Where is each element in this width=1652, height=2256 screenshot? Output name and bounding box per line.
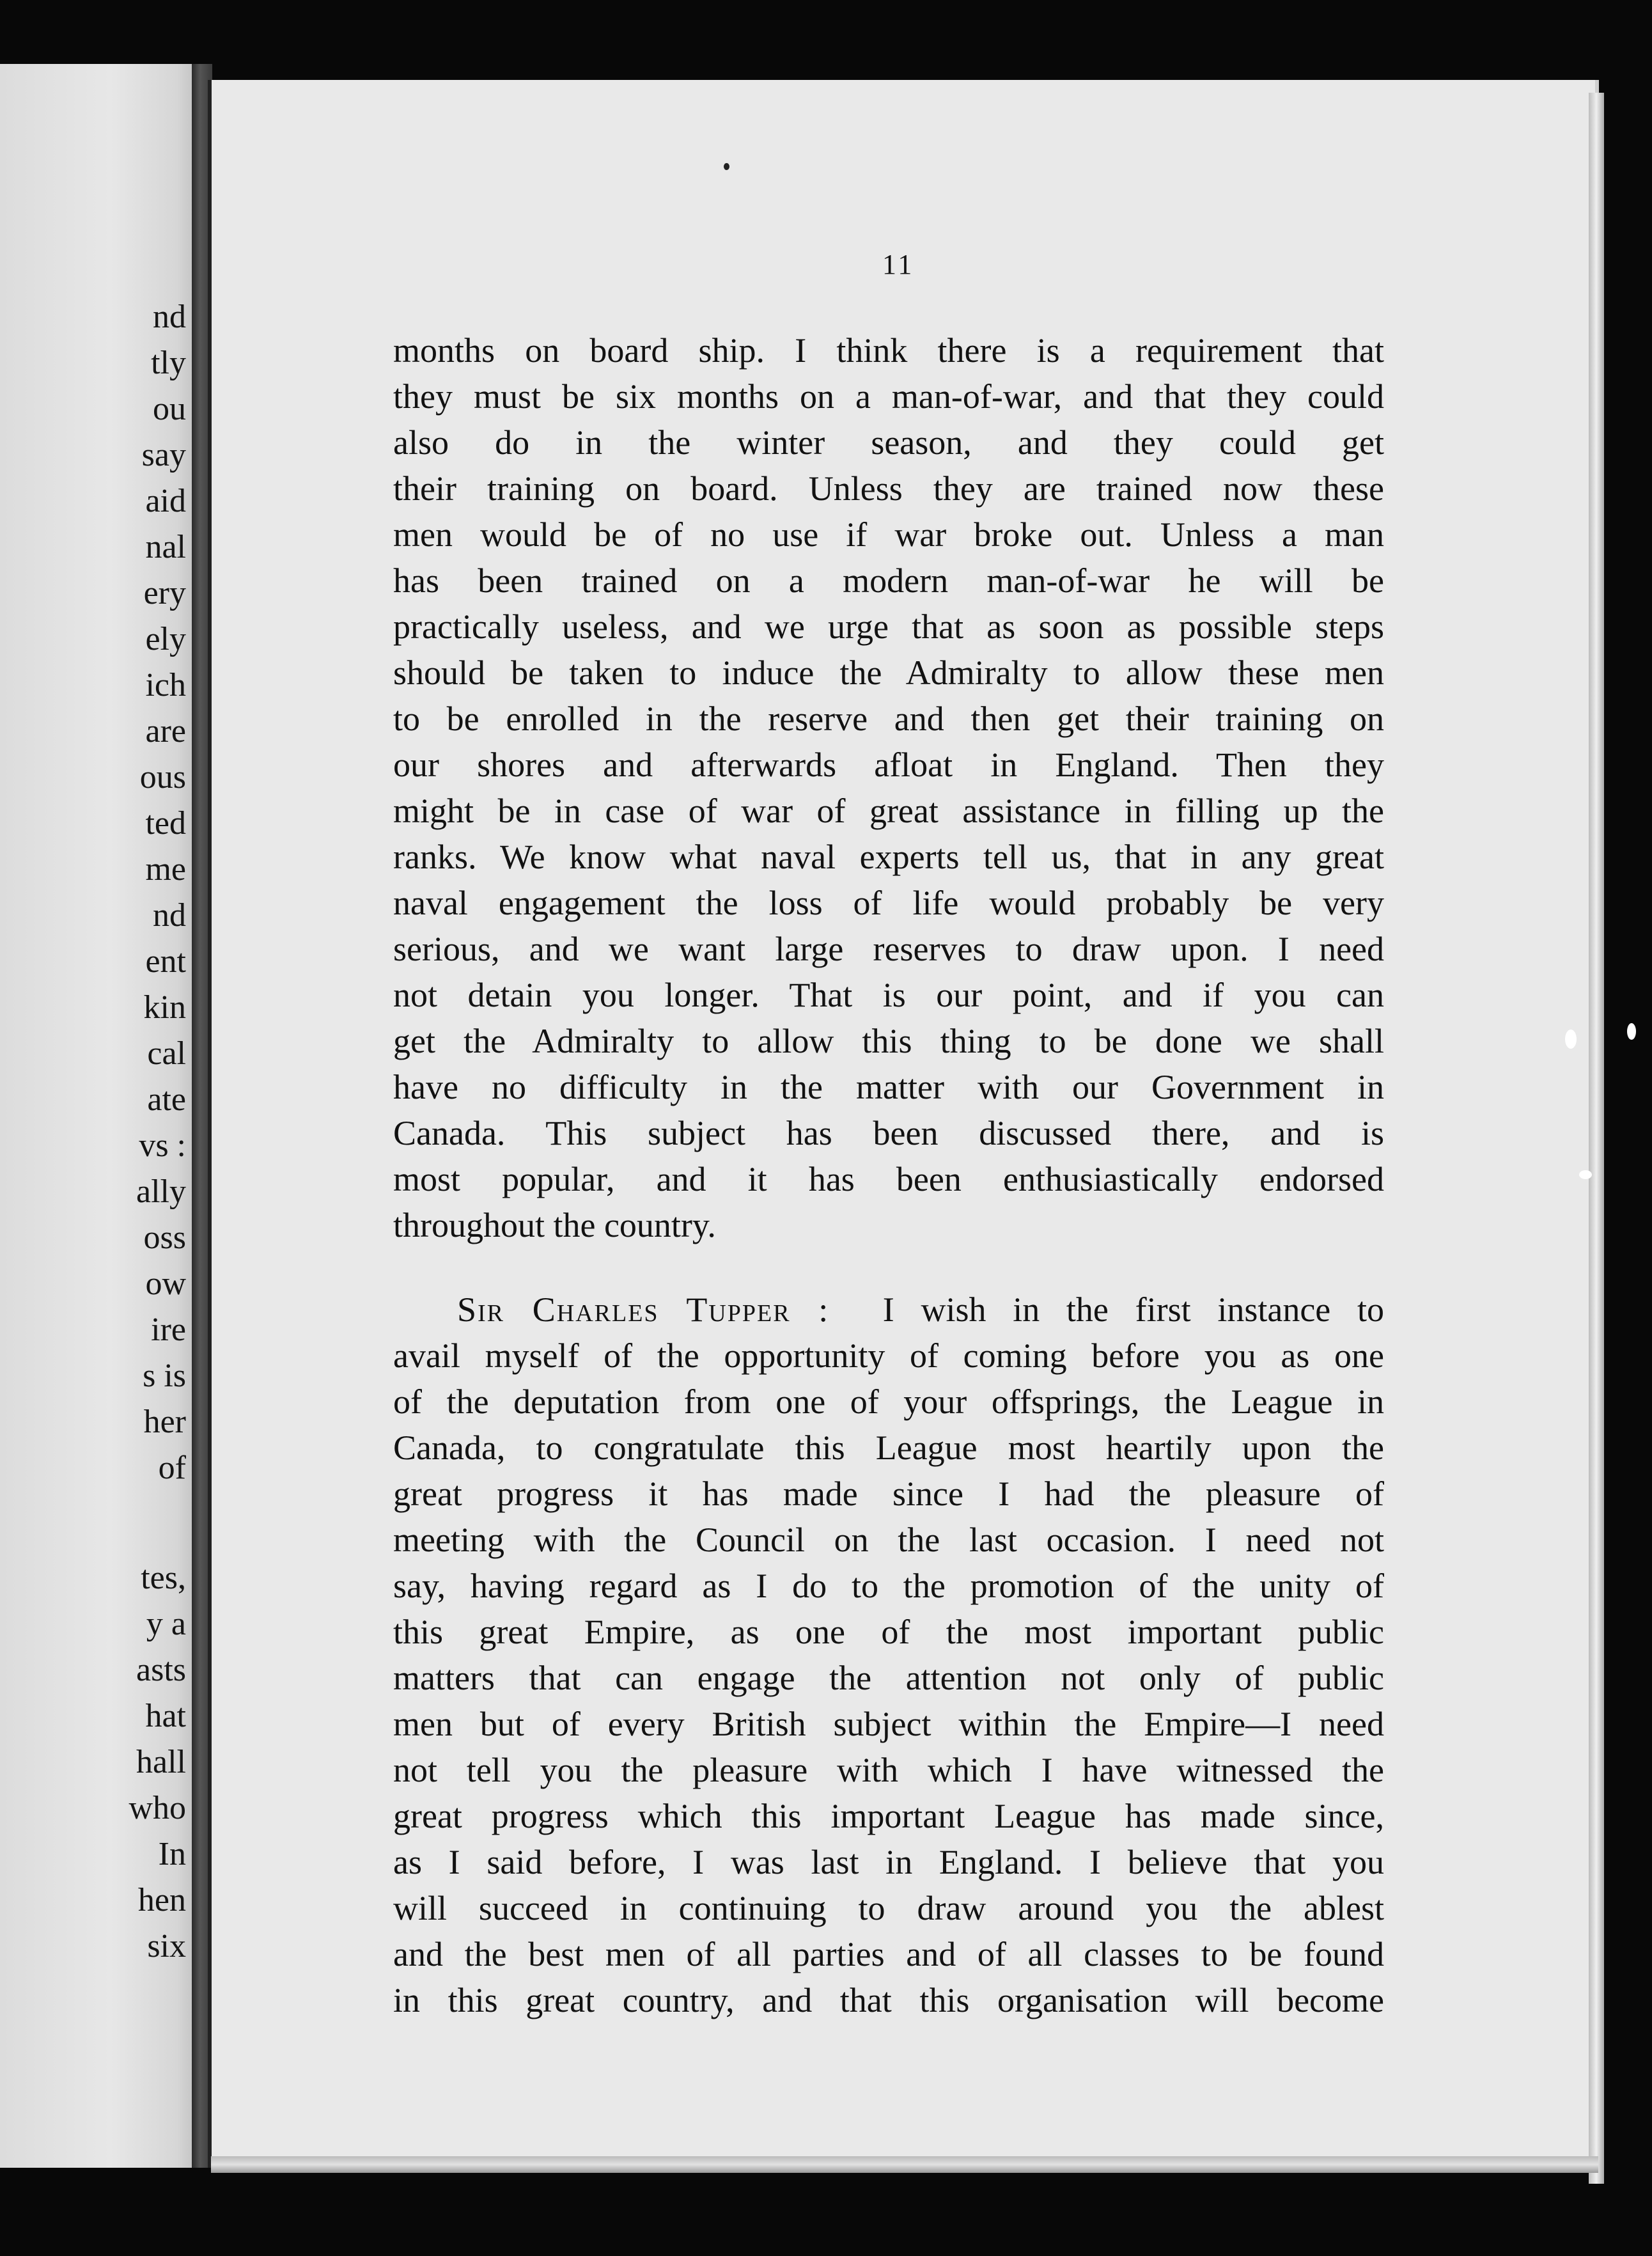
left-page-fragment: ted: [145, 805, 186, 842]
left-page-fragment: ich: [145, 667, 186, 703]
left-page-fragment: ally: [136, 1173, 186, 1210]
scan-speck: [1565, 1030, 1577, 1049]
left-page-fragment: cal: [147, 1035, 186, 1072]
left-page-fragment: ery: [143, 575, 186, 611]
left-page-fragment: ow: [145, 1265, 186, 1302]
text-line: men would be of no use if war broke out. Unless a man: [393, 515, 1384, 554]
left-page-fragment: ate: [147, 1081, 186, 1118]
text-line: avail myself of the opportunity of coming before you as one: [393, 1336, 1384, 1375]
page-edge-bottom: [211, 2156, 1598, 2173]
text-line: our shores and afterwards afloat in England. Then they: [393, 746, 1384, 784]
left-page-fragment: oss: [143, 1219, 186, 1256]
text-line: practically useless, and we urge that as soon as possible steps: [393, 607, 1384, 646]
left-page-fragment: nal: [145, 529, 186, 565]
text-line: to be enrolled in the reserve and then get their training on: [393, 700, 1384, 738]
left-page-fragment: me: [145, 851, 186, 888]
left-page-fragment: her: [143, 1404, 186, 1440]
text-line: should be taken to induce the Admiralty to allow these men: [393, 654, 1384, 692]
text-line: Canada, to congratulate this League most heartily upon the: [393, 1429, 1384, 1467]
text-line: matters that can engage the attention not only of public: [393, 1659, 1384, 1697]
left-page-fragment: hat: [145, 1698, 186, 1734]
text-line: their training on board. Unless they are trained now these: [393, 469, 1384, 508]
left-page-fragment: hen: [137, 1882, 186, 1918]
text-line: also do in the winter season, and they could get: [393, 423, 1384, 462]
text-line: of the deputation from one of your offsprings, the League in: [393, 1383, 1384, 1421]
left-page-fragment: s is: [143, 1358, 186, 1394]
text-line: and the best men of all parties and of all classes to be found: [393, 1935, 1384, 1973]
text-line: serious, and we want large reserves to draw upon. I need: [393, 930, 1384, 968]
text-line: most popular, and it has been enthusiastically endorsed: [393, 1160, 1384, 1198]
text-line: not tell you the pleasure with which I have witnessed the: [393, 1751, 1384, 1789]
text-line: meeting with the Council on the last occasion. I need not: [393, 1521, 1384, 1559]
left-page-fragment: In: [158, 1836, 186, 1872]
left-page-fragment: nd: [153, 897, 186, 934]
text-line: ranks. We know what naval experts tell us, that in any great: [393, 838, 1384, 876]
left-page-fragment: ous: [139, 759, 186, 795]
text-line: men but of every British subject within the Empire—I need: [393, 1705, 1384, 1743]
text-line: get the Admiralty to allow this thing to be done we shall: [393, 1022, 1384, 1060]
left-page-fragment: ely: [145, 621, 186, 657]
scan-speck: [724, 163, 729, 170]
text-line: Canada. This subject has been discussed there, and is: [393, 1114, 1384, 1152]
left-page-fragment: y a: [146, 1606, 186, 1642]
text-line: as I said before, I was last in England. I believe that you: [393, 1843, 1384, 1881]
text-line: months on board ship. I think there is a requirement that: [393, 331, 1384, 370]
left-page-fragment: ire: [151, 1312, 186, 1348]
text-line: will succeed in continuing to draw around you the ablest: [393, 1889, 1384, 1927]
speaker-name: Sir Charles Tupper :: [457, 1290, 830, 1329]
left-page-edge: [0, 64, 201, 2168]
left-page-fragment: asts: [136, 1652, 186, 1688]
text-line: great progress it has made since I had the pleasure of: [393, 1475, 1384, 1513]
left-page-fragment: ou: [153, 391, 186, 427]
scan-speck: [1627, 1023, 1636, 1040]
text-line: might be in case of war of great assistance in filling up the: [393, 792, 1384, 830]
text-line: great progress which this important League has made since,: [393, 1797, 1384, 1835]
text-line: throughout the country.: [393, 1206, 716, 1244]
speaker-line-text: I wish in the first instance to: [882, 1290, 1384, 1329]
left-page-fragment: ent: [145, 943, 186, 980]
left-page-fragment: hall: [136, 1744, 186, 1780]
text-line: they must be six months on a man-of-war, and that they could: [393, 377, 1384, 416]
text-line: say, having regard as I do to the promotion of the unity of: [393, 1567, 1384, 1605]
scan-speck: [1579, 1170, 1592, 1179]
text-line: has been trained on a modern man-of-war he will be: [393, 561, 1384, 600]
left-page-fragment: of: [158, 1450, 186, 1486]
left-page-fragment: nd: [153, 299, 186, 335]
speaker-line: [393, 1289, 1384, 1331]
left-page-fragment: six: [147, 1928, 186, 1964]
text-line: this great Empire, as one of the most important public: [393, 1613, 1384, 1651]
page-number: 11: [882, 249, 915, 280]
left-page-fragment: are: [145, 713, 186, 749]
left-page-fragment: who: [129, 1790, 186, 1826]
page-edge-right: [1589, 93, 1604, 2184]
left-page-fragment: say: [141, 437, 186, 473]
text-line: in this great country, and that this organisation will become: [393, 1981, 1384, 2019]
left-page-fragment: tly: [151, 345, 186, 381]
text-line: have no difficulty in the matter with our Government in: [393, 1068, 1384, 1106]
left-page-fragment: kin: [143, 989, 186, 1026]
text-line: naval engagement the loss of life would probably be very: [393, 884, 1384, 922]
left-page-fragment: vs :: [139, 1127, 186, 1164]
left-page-fragment: tes,: [141, 1560, 186, 1596]
left-page-fragment: aid: [145, 483, 186, 519]
text-line: not detain you longer. That is our point, and if you can: [393, 976, 1384, 1014]
